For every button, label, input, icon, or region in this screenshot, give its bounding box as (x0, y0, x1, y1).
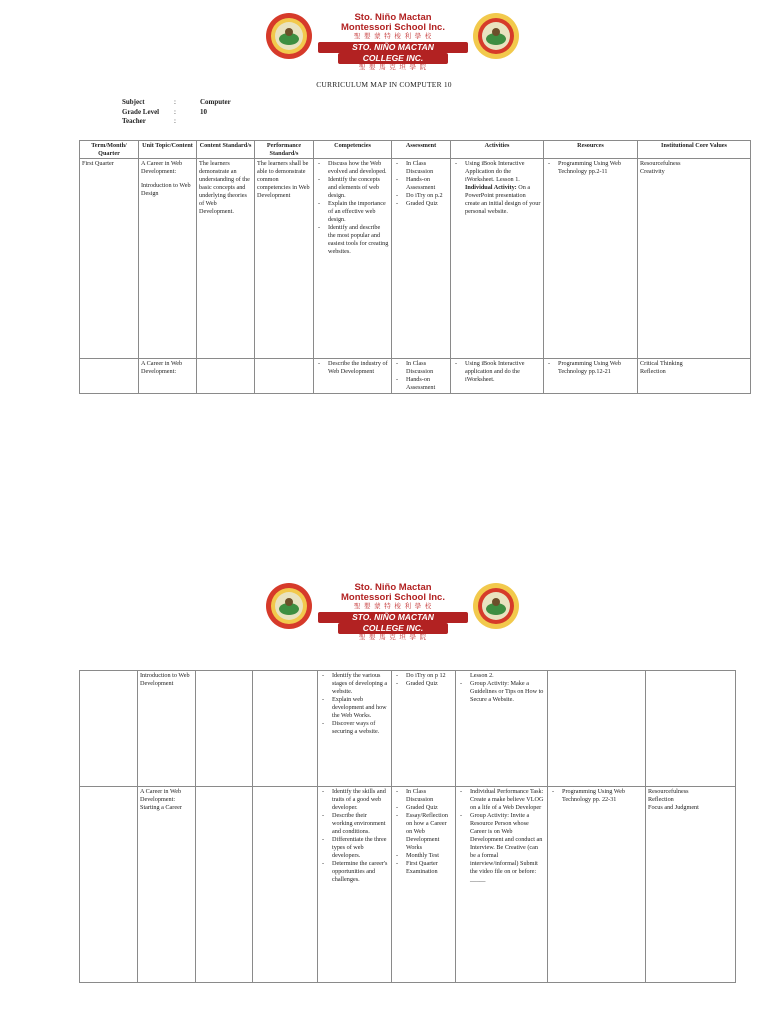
document-title: CURRICULUM MAP IN COMPUTER 10 (316, 80, 452, 89)
cell-resources (544, 159, 638, 359)
header-content-standard: Content Standard/s (197, 141, 255, 159)
table-row (80, 359, 751, 394)
list-item: - Differentiate the three types of web developers. (320, 836, 389, 860)
header-unit: Unit Topic/Content (139, 141, 197, 159)
school-name-block (315, 580, 471, 642)
activity-lesson: Lesson 2. (470, 672, 494, 679)
list-item: - Programming Using Web Technology pp. 22-31 (550, 788, 643, 804)
college-name-line-1: STO. NIÑO MACTAN (318, 612, 468, 623)
school-name-block (315, 10, 471, 72)
list-item: - Essay/Reflection on how a Career on Web Development Works (394, 812, 453, 852)
cell-content-standard (197, 359, 255, 394)
value-line: Critical Thinking (640, 360, 683, 367)
college-name-line-2: COLLEGE INC. (338, 53, 448, 64)
document-page-2 (0, 575, 768, 1024)
list-item: - Describe their working environment and conditions. (320, 812, 389, 836)
table-row (80, 159, 751, 359)
activity-text: On a PowerPoint presentation create an initial design of your personal website. (465, 184, 541, 215)
school-chinese-name: 聖 嬰 蒙 特 梭 利 學 校 (353, 33, 433, 40)
list-item: - Group Activity: Invite a Resource Person whose Career is on Web Development and conduct an Interview. Be Creative (can be a formal interview/informal) Submit the video file on or before: _____ (458, 812, 545, 884)
document-page-1 (0, 0, 768, 500)
curriculum-map-table-continued (79, 670, 736, 983)
cell-performance-standard (253, 787, 318, 983)
list-item: - Graded Quiz (394, 804, 453, 812)
cell-assessment (392, 359, 451, 394)
cell-core-values (646, 671, 736, 787)
list-item: - Group Activity: Make a Guidelines or Tips on How to Secure a Website. (458, 680, 545, 704)
list-item: - In Class Discussion (394, 788, 453, 804)
list-item: - Graded Quiz (394, 680, 453, 688)
list-item: - In Class Discussion (394, 360, 448, 376)
meta-row-teacher (122, 117, 231, 127)
table-header-row (80, 141, 751, 159)
cell-activities (456, 671, 548, 787)
cell-unit: Introduction to Web Development (138, 671, 196, 787)
cell-activities (456, 787, 548, 983)
list-item: - Identify the skills and traits of a good web developer. (320, 788, 389, 812)
meta-label: Subject (122, 98, 145, 106)
table-row (80, 787, 736, 983)
list-item: - Programming Using Web Technology pp.12-21 (546, 360, 635, 376)
header-resources: Resources (544, 141, 638, 159)
cell-competencies (318, 787, 392, 983)
cell-term (80, 359, 139, 394)
cell-performance-standard (255, 359, 314, 394)
cell-term (80, 671, 138, 787)
header-assessment: Assessment (392, 141, 451, 159)
college-name-line-2: COLLEGE INC. (338, 623, 448, 634)
cell-assessment (392, 671, 456, 787)
school-seal-icon (265, 582, 313, 630)
list-item: - Do iTry on p 12 (394, 672, 453, 680)
meta-label: Grade Level (122, 107, 160, 116)
list-item: - Identify the concepts and elements of web design. (316, 176, 389, 200)
list-item: - Describe the industry of Web Development (316, 360, 389, 376)
value-line: Creativity (640, 168, 665, 175)
cell-content-standard (196, 671, 253, 787)
meta-row-grade-level (122, 108, 231, 118)
list-item: - Explain the importance of an effective web design. (316, 200, 389, 224)
cell-unit: A Career in Web Development: Starting a Career (138, 787, 196, 983)
list-item: - Monthly Test (394, 852, 453, 860)
list-item: - Identify and describe the most popular and easiest tools for creating websites. (316, 224, 389, 256)
header-core-values: Institutional Core Values (638, 141, 751, 159)
list-item: - Discover ways of securing a website. (320, 720, 389, 736)
header-competencies: Competencies (314, 141, 392, 159)
unit-line: A Career in Web Development: (141, 360, 183, 375)
cell-core-values (638, 359, 751, 394)
cell-performance-standard: The learners shall be able to demonstrate common competencies in Web Development (255, 159, 314, 359)
cell-activities (451, 159, 544, 359)
cell-content-standard: The learners demonstrate an understanding of the basic concepts and underlying theories of Web Development. (197, 159, 255, 359)
cell-assessment (392, 159, 451, 359)
header-activities: Activities (451, 141, 544, 159)
list-item: - Determine the career's opportunities and challenges. (320, 860, 389, 884)
meta-value: 10 (200, 107, 207, 116)
school-chinese-name: 聖 嬰 蒙 特 梭 利 學 校 (353, 603, 433, 610)
school-name-line-1: Sto. Niño Mactan (354, 582, 432, 593)
table-row (80, 671, 736, 787)
activity-bold-label: Individual Activity: (465, 184, 517, 191)
college-chinese-name: 聖 嬰 馬 克 坦 學 院 (358, 64, 428, 71)
cell-assessment (392, 787, 456, 983)
cell-term: First Quarter (80, 159, 139, 359)
header-performance-standard: Performance Standard/s (255, 141, 314, 159)
header-term: Term/Month/ Quarter (80, 141, 139, 159)
unit-line: Introduction to Web Design (141, 182, 191, 197)
meta-colon: : (174, 98, 176, 106)
cell-resources (548, 671, 646, 787)
value-line: Resourcefulness (640, 160, 681, 167)
value-line: Focus and Judgment (648, 804, 699, 811)
school-name-line-2: Montessori School Inc. (341, 22, 445, 33)
cell-performance-standard (253, 671, 318, 787)
list-item: - Identify the various stages of developing a website. (320, 672, 389, 696)
college-name-line-1: STO. NIÑO MACTAN (318, 42, 468, 53)
meta-colon: : (174, 117, 176, 125)
list-item: - Do iTry on p.2 (394, 192, 448, 200)
college-seal-icon (472, 12, 520, 60)
school-name-line-1: Sto. Niño Mactan (354, 12, 432, 23)
meta-value: Computer (200, 98, 231, 106)
list-item: - Programming Using Web Technology pp.2-11 (546, 160, 635, 176)
value-line: Reflection (648, 796, 674, 803)
list-item (453, 160, 541, 216)
cell-resources (544, 359, 638, 394)
cell-core-values (638, 159, 751, 359)
document-meta (122, 98, 231, 127)
college-seal-icon (472, 582, 520, 630)
meta-row-subject (122, 98, 231, 108)
cell-competencies (314, 159, 392, 359)
cell-competencies (318, 671, 392, 787)
list-item: - Hands-on Assessment (394, 176, 448, 192)
value-line: Reflection (640, 368, 666, 375)
cell-unit (139, 159, 197, 359)
school-header (265, 580, 520, 640)
value-line: Resourcefulness (648, 788, 689, 795)
list-item: - First Quarter Examination (394, 860, 453, 876)
list-item: - In Class Discussion (394, 160, 448, 176)
school-header (265, 10, 520, 70)
cell-core-values (646, 787, 736, 983)
meta-label: Teacher (122, 117, 146, 125)
unit-line: A Career in Web Development: (141, 160, 183, 175)
list-item: - Individual Performance Task: Create a make believe VLOG on a life of a Web Developer (458, 788, 545, 812)
activity-text: Using iBook Interactive Application do the iWorksheet. Lesson 1. (465, 160, 525, 183)
school-seal-icon (265, 12, 313, 60)
cell-term (80, 787, 138, 983)
cell-resources (548, 787, 646, 983)
list-item: - Explain web development and how the Web Works. (320, 696, 389, 720)
list-item: - Discuss how the Web evolved and developed. (316, 160, 389, 176)
curriculum-map-table (79, 140, 751, 394)
list-item: - Using iBook Interactive application and do the iWorksheet. (453, 360, 541, 384)
school-name-line-2: Montessori School Inc. (341, 592, 445, 603)
list-item: - Graded Quiz (394, 200, 448, 208)
cell-content-standard (196, 787, 253, 983)
cell-competencies (314, 359, 392, 394)
cell-unit (139, 359, 197, 394)
meta-colon: : (174, 107, 176, 116)
college-chinese-name: 聖 嬰 馬 克 坦 學 院 (358, 634, 428, 641)
list-item: - Hands-on Assessment (394, 376, 448, 392)
cell-activities (451, 359, 544, 394)
